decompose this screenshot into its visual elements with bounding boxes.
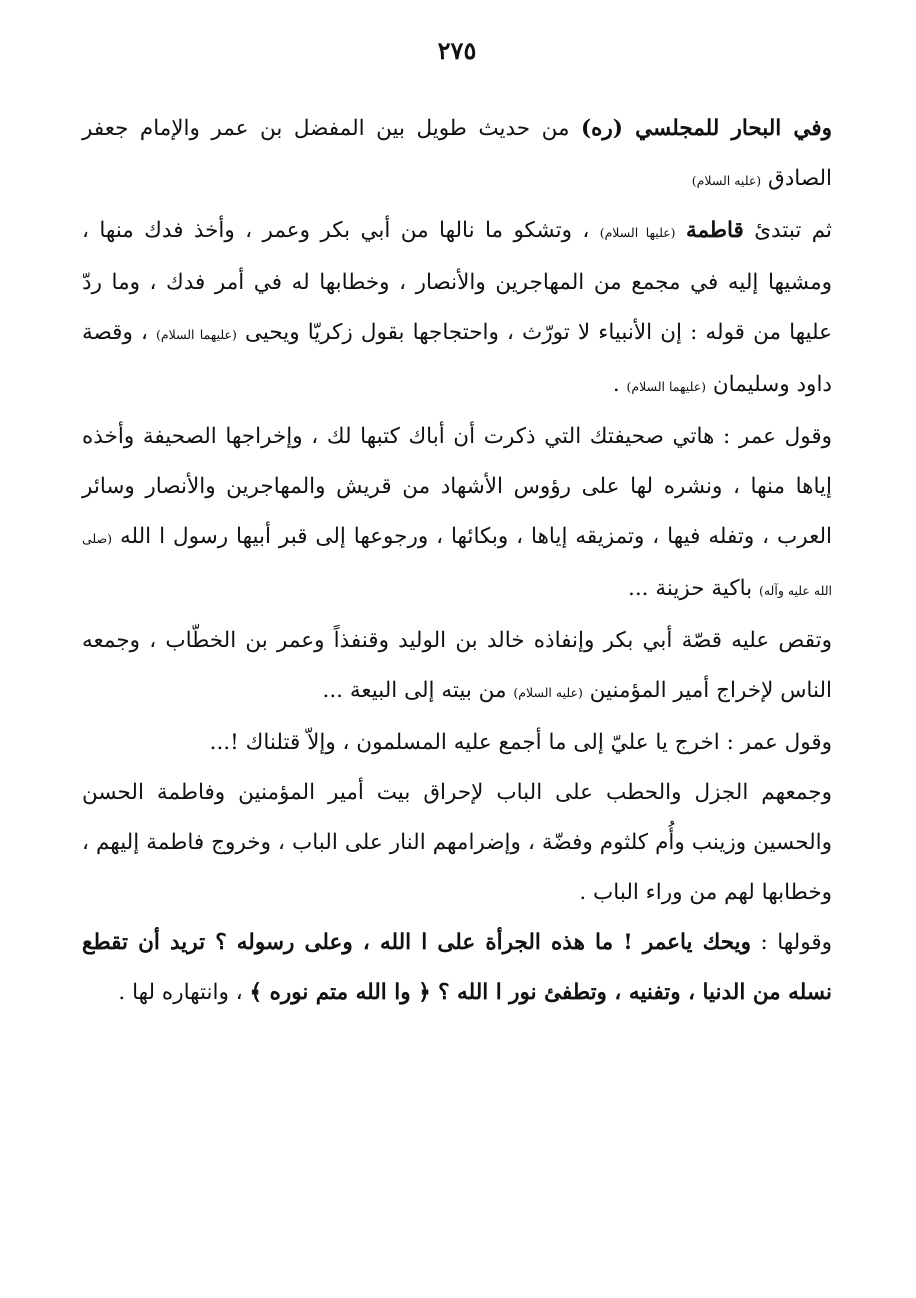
text-run (676, 218, 686, 243)
text-run: وقولها : (751, 930, 832, 955)
text-run: باكية حزينة ... (628, 576, 759, 601)
paragraph (82, 918, 832, 1018)
paragraph (82, 104, 832, 206)
honorific-text: (عليهما السلام) (626, 379, 707, 394)
text-run: من حديث طويل بين المفضل بن عمر والإمام جعفر الصادق (82, 116, 832, 191)
quote-text: ويحك ياعمر ! ما هذه الجرأة على ا الله ، وعلى رسوله ؟ تريد أن تقطع نسله من الدنيا ، وتفنيه ، وتطفئ نور ا الله ؟ ﴿ وا الله متم نوره ﴾ (82, 930, 832, 1005)
honorific-text: (عليه السلام) (513, 685, 583, 700)
paragraph (82, 768, 832, 918)
paragraph (82, 412, 832, 616)
body-text (82, 104, 832, 1018)
text-run: ، وانتهاره لها . (118, 980, 250, 1005)
honorific-text: (عليهما السلام) (156, 327, 237, 342)
paragraph (82, 206, 832, 412)
honorific-text: (عليها السلام) (599, 225, 676, 240)
text-run: ثم تبتدئ (743, 218, 832, 243)
text-run: ، وقصة داود وسليمان (82, 320, 832, 397)
bold-text: وفي البحار للمجلسي (ره) (580, 116, 832, 141)
honorific-text: (عليه السلام) (691, 173, 762, 188)
text-run: ، وتشكو ما نالها من أبي بكر وعمر ، وأخذ فدك منها ، ومشيها إليه في مجمع من المهاجرين والأنصار ، وخطابها له في أمر فدك ، وما ردّ عليها من قوله : إن الأنبياء لا تورّث ، واحتجاجها بقول زكريّا ويحيى (82, 218, 832, 345)
text-run: وقول عمر : هاتي صحيفتك التي ذكرت أن أباك كتبها لك ، وإخراجها الصحيفة وأخذه إياها منها ، ونشره لها على رؤوس الأشهاد من قريش والمهاجرين والأنصار وسائر العرب ، وتفله فيها ، وتمزيقه إياها ، وبكائها ، ورجوعها إلى قبر أبيها رسول ا الله (82, 424, 832, 549)
text-run: وجمعهم الجزل والحطب على الباب لإحراق بيت أمير المؤمنين وفاطمة الحسن والحسين وزينب وأُم كلثوم وفضّة ، وإضرامهم النار على الباب ، وخروج فاطمة إليهم ، وخطابها لهم من وراء الباب . (82, 780, 832, 905)
page-number: ٢٧٥ (437, 36, 477, 65)
honorific-text: (صلى الله عليه وآله) (82, 531, 832, 598)
text-run: من بيته إلى البيعة ... (322, 678, 514, 703)
text-run: وقول عمر : اخرج يا عليّ إلى ما أجمع عليه المسلمون ، وإلاّ قتلناك !... (209, 730, 832, 755)
paragraph (82, 718, 832, 768)
text-run: وتقص عليه قصّة أبي بكر وإنفاذه خالد بن الوليد وقنفذاً وعمر بن الخطّاب ، وجمعه الناس لإخراج أمير المؤمنين (82, 628, 832, 703)
bold-text: قاطمة (685, 218, 744, 243)
paragraph (82, 616, 832, 718)
text-run: . (612, 372, 627, 397)
